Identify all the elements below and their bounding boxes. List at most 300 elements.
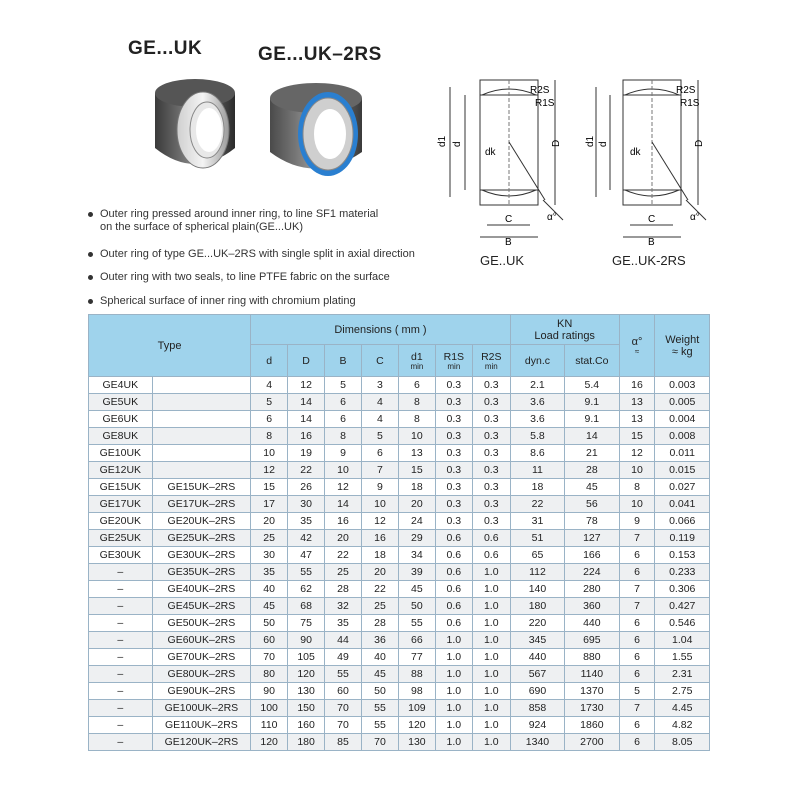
cell-d: 35 xyxy=(251,564,288,581)
col-d1-sub: min xyxy=(410,361,424,371)
bearing-photo-ge-uk xyxy=(145,68,245,183)
cell-d: 6 xyxy=(251,411,288,428)
cell-b: 9 xyxy=(325,445,362,462)
table-row xyxy=(89,649,710,666)
cell-dyn-c: 858 xyxy=(510,700,564,717)
cell-big-d: 105 xyxy=(288,649,325,666)
cell-r1s: 0.6 xyxy=(435,530,472,547)
table-row xyxy=(89,632,710,649)
cell-alpha: 15 xyxy=(619,428,655,445)
cell-weight: 1.55 xyxy=(655,649,710,666)
cell-b: 5 xyxy=(325,377,362,394)
cell-d1: 55 xyxy=(398,615,435,632)
cell-d: 5 xyxy=(251,394,288,411)
cell-type-uk: – xyxy=(89,581,153,598)
cell-stat-co: 880 xyxy=(565,649,619,666)
label-b: B xyxy=(648,237,655,248)
col-d1-label: d1 xyxy=(411,350,423,363)
cell-type-uk-2rs: GE30UK–2RS xyxy=(152,547,251,564)
cell-stat-co: 9.1 xyxy=(565,394,619,411)
col-b: B xyxy=(325,345,362,377)
cell-big-d: 47 xyxy=(288,547,325,564)
cell-d1: 50 xyxy=(398,598,435,615)
cell-c: 3 xyxy=(361,377,398,394)
cell-big-d: 160 xyxy=(288,717,325,734)
cell-alpha: 9 xyxy=(619,513,655,530)
cell-big-d: 12 xyxy=(288,377,325,394)
cell-c: 36 xyxy=(361,632,398,649)
cell-type-uk: GE15UK xyxy=(89,479,153,496)
cell-c: 9 xyxy=(361,479,398,496)
cell-r1s: 0.6 xyxy=(435,598,472,615)
cell-weight: 2.31 xyxy=(655,666,710,683)
cell-dyn-c: 18 xyxy=(510,479,564,496)
cell-alpha: 10 xyxy=(619,462,655,479)
cell-c: 10 xyxy=(361,496,398,513)
cell-d: 17 xyxy=(251,496,288,513)
cell-type-uk-2rs: GE110UK–2RS xyxy=(152,717,251,734)
cell-weight: 4.45 xyxy=(655,700,710,717)
table-row xyxy=(89,734,710,751)
cell-big-d: 130 xyxy=(288,683,325,700)
cell-c: 40 xyxy=(361,649,398,666)
type-header: Type xyxy=(89,315,251,377)
diagram-ge-uk xyxy=(435,75,585,250)
cell-r2s: 0.3 xyxy=(472,496,510,513)
cell-dyn-c: 22 xyxy=(510,496,564,513)
feature-item xyxy=(88,295,356,308)
cell-stat-co: 78 xyxy=(565,513,619,530)
cell-r2s: 1.0 xyxy=(472,632,510,649)
table-row xyxy=(89,700,710,717)
cell-weight: 0.027 xyxy=(655,479,710,496)
cell-b: 55 xyxy=(325,666,362,683)
cell-d1: 77 xyxy=(398,649,435,666)
label-dk: dk xyxy=(630,147,641,158)
cell-type-uk-2rs: GE45UK–2RS xyxy=(152,598,251,615)
cell-alpha: 7 xyxy=(619,581,655,598)
cell-weight: 0.119 xyxy=(655,530,710,547)
col-dyn: dyn.c xyxy=(510,345,564,377)
col-r1s-label: R1S xyxy=(443,350,465,363)
diagram-caption-ge-uk-2rs: GE..UK-2RS xyxy=(612,253,686,268)
cell-d: 12 xyxy=(251,462,288,479)
cell-weight: 4.82 xyxy=(655,717,710,734)
cell-type-uk-2rs: GE35UK–2RS xyxy=(152,564,251,581)
cell-stat-co: 1730 xyxy=(565,700,619,717)
cell-alpha: 6 xyxy=(619,717,655,734)
cell-type-uk-2rs: GE15UK–2RS xyxy=(152,479,251,496)
cell-type-uk-2rs xyxy=(152,377,251,394)
cell-d1: 15 xyxy=(398,462,435,479)
cell-r2s: 0.3 xyxy=(472,445,510,462)
cell-d: 30 xyxy=(251,547,288,564)
cell-alpha: 7 xyxy=(619,530,655,547)
cell-dyn-c: 924 xyxy=(510,717,564,734)
weight-sub: ≈ kg xyxy=(671,345,693,358)
cell-alpha: 8 xyxy=(619,479,655,496)
cell-big-d: 14 xyxy=(288,394,325,411)
cell-c: 25 xyxy=(361,598,398,615)
cell-alpha: 6 xyxy=(619,547,655,564)
cell-d1: 24 xyxy=(398,513,435,530)
cell-d1: 98 xyxy=(398,683,435,700)
col-c: C xyxy=(361,345,398,377)
load-ratings-header xyxy=(510,315,619,345)
cell-d1: 6 xyxy=(398,377,435,394)
col-d: d xyxy=(251,345,288,377)
cell-b: 70 xyxy=(325,700,362,717)
cell-c: 6 xyxy=(361,445,398,462)
cell-type-uk-2rs: GE100UK–2RS xyxy=(152,700,251,717)
feature-text: Spherical surface of inner ring with chromium plating xyxy=(100,295,356,307)
cell-c: 50 xyxy=(361,683,398,700)
table-row xyxy=(89,581,710,598)
cell-alpha: 6 xyxy=(619,564,655,581)
cell-dyn-c: 140 xyxy=(510,581,564,598)
cell-big-d: 26 xyxy=(288,479,325,496)
cell-r1s: 1.0 xyxy=(435,683,472,700)
cell-r2s: 1.0 xyxy=(472,581,510,598)
cell-type-uk-2rs: GE50UK–2RS xyxy=(152,615,251,632)
cell-dyn-c: 8.6 xyxy=(510,445,564,462)
feature-text: Outer ring with two seals, to line PTFE fabric on the surface xyxy=(100,271,390,283)
cell-b: 20 xyxy=(325,530,362,547)
cell-dyn-c: 1340 xyxy=(510,734,564,751)
label-c: C xyxy=(505,214,513,225)
label-alpha: α° xyxy=(547,212,557,223)
cell-dyn-c: 5.8 xyxy=(510,428,564,445)
bullet-icon xyxy=(88,299,93,304)
cell-d1: 13 xyxy=(398,445,435,462)
table-row xyxy=(89,445,710,462)
cell-type-uk: – xyxy=(89,632,153,649)
cell-d: 20 xyxy=(251,513,288,530)
cell-weight: 2.75 xyxy=(655,683,710,700)
cell-alpha: 6 xyxy=(619,615,655,632)
cell-stat-co: 280 xyxy=(565,581,619,598)
cell-c: 12 xyxy=(361,513,398,530)
cell-d: 80 xyxy=(251,666,288,683)
weight-label: Weight xyxy=(665,333,700,346)
cell-type-uk-2rs: GE17UK–2RS xyxy=(152,496,251,513)
cell-stat-co: 440 xyxy=(565,615,619,632)
cell-type-uk: GE5UK xyxy=(89,394,153,411)
cell-b: 12 xyxy=(325,479,362,496)
cell-big-d: 19 xyxy=(288,445,325,462)
cell-d1: 8 xyxy=(398,394,435,411)
cell-d1: 34 xyxy=(398,547,435,564)
cell-r2s: 1.0 xyxy=(472,734,510,751)
label-d1: d1 xyxy=(437,135,448,147)
cell-big-d: 30 xyxy=(288,496,325,513)
cell-d1: 10 xyxy=(398,428,435,445)
cell-stat-co: 9.1 xyxy=(565,411,619,428)
cell-d: 40 xyxy=(251,581,288,598)
feature-item xyxy=(88,271,390,284)
cell-type-uk-2rs: GE40UK–2RS xyxy=(152,581,251,598)
dimensions-header: Dimensions ( mm ) xyxy=(251,315,511,345)
cell-big-d: 150 xyxy=(288,700,325,717)
cell-dyn-c: 3.6 xyxy=(510,411,564,428)
cell-r1s: 0.3 xyxy=(435,445,472,462)
cell-dyn-c: 180 xyxy=(510,598,564,615)
cell-c: 55 xyxy=(361,700,398,717)
cell-type-uk: – xyxy=(89,649,153,666)
cell-stat-co: 1370 xyxy=(565,683,619,700)
cell-dyn-c: 65 xyxy=(510,547,564,564)
label-big-d: D xyxy=(694,139,705,147)
cell-r2s: 0.3 xyxy=(472,479,510,496)
cell-c: 7 xyxy=(361,462,398,479)
table-row xyxy=(89,394,710,411)
cell-b: 60 xyxy=(325,683,362,700)
cell-r1s: 0.3 xyxy=(435,513,472,530)
cell-c: 45 xyxy=(361,666,398,683)
cell-c: 18 xyxy=(361,547,398,564)
cell-dyn-c: 31 xyxy=(510,513,564,530)
cell-r1s: 1.0 xyxy=(435,632,472,649)
alpha-label: α° xyxy=(631,335,643,348)
cell-r2s: 1.0 xyxy=(472,700,510,717)
cell-stat-co: 2700 xyxy=(565,734,619,751)
cell-type-uk-2rs xyxy=(152,445,251,462)
feature-item xyxy=(88,208,378,234)
cell-weight: 1.04 xyxy=(655,632,710,649)
cell-b: 25 xyxy=(325,564,362,581)
cell-type-uk: GE30UK xyxy=(89,547,153,564)
cell-d: 45 xyxy=(251,598,288,615)
table-row xyxy=(89,547,710,564)
cell-r1s: 0.3 xyxy=(435,394,472,411)
cell-alpha: 6 xyxy=(619,632,655,649)
bullet-icon xyxy=(88,212,93,217)
cell-r2s: 1.0 xyxy=(472,564,510,581)
cell-r2s: 1.0 xyxy=(472,683,510,700)
product-title-ge-uk-2rs: GE...UK–2RS xyxy=(258,44,382,65)
cell-r2s: 0.3 xyxy=(472,462,510,479)
label-d: d xyxy=(598,141,609,147)
cell-d: 8 xyxy=(251,428,288,445)
cell-b: 35 xyxy=(325,615,362,632)
cell-type-uk: – xyxy=(89,598,153,615)
cell-d1: 88 xyxy=(398,666,435,683)
cell-big-d: 16 xyxy=(288,428,325,445)
cell-type-uk-2rs: GE120UK–2RS xyxy=(152,734,251,751)
cell-r1s: 0.6 xyxy=(435,615,472,632)
col-r1s xyxy=(435,345,472,377)
table-row xyxy=(89,615,710,632)
cell-stat-co: 224 xyxy=(565,564,619,581)
table-row xyxy=(89,666,710,683)
cell-stat-co: 1140 xyxy=(565,666,619,683)
cell-d: 4 xyxy=(251,377,288,394)
cell-type-uk: – xyxy=(89,734,153,751)
cell-alpha: 16 xyxy=(619,377,655,394)
feature-text: Outer ring pressed around inner ring, to line SF1 material xyxy=(100,208,379,220)
cell-b: 14 xyxy=(325,496,362,513)
cell-d1: 8 xyxy=(398,411,435,428)
cell-dyn-c: 11 xyxy=(510,462,564,479)
spec-table-body xyxy=(89,377,710,751)
cell-weight: 0.306 xyxy=(655,581,710,598)
table-row xyxy=(89,513,710,530)
cell-d1: 18 xyxy=(398,479,435,496)
diagram-caption-ge-uk: GE..UK xyxy=(480,253,525,268)
cell-type-uk: GE17UK xyxy=(89,496,153,513)
cell-r1s: 0.3 xyxy=(435,479,472,496)
cell-type-uk-2rs: GE90UK–2RS xyxy=(152,683,251,700)
cell-d1: 120 xyxy=(398,717,435,734)
table-row xyxy=(89,564,710,581)
cell-big-d: 42 xyxy=(288,530,325,547)
cell-r1s: 1.0 xyxy=(435,734,472,751)
bullet-icon xyxy=(88,275,93,280)
cell-d1: 45 xyxy=(398,581,435,598)
cell-r2s: 0.3 xyxy=(472,513,510,530)
cell-dyn-c: 220 xyxy=(510,615,564,632)
cell-r1s: 1.0 xyxy=(435,649,472,666)
feature-text: on the surface of spherical plain(GE...UK) xyxy=(100,221,303,233)
cell-type-uk: GE20UK xyxy=(89,513,153,530)
cell-weight: 0.004 xyxy=(655,411,710,428)
cell-alpha: 7 xyxy=(619,700,655,717)
cell-d: 60 xyxy=(251,632,288,649)
cell-stat-co: 127 xyxy=(565,530,619,547)
spec-table xyxy=(88,314,710,751)
label-dk: dk xyxy=(485,147,496,158)
cell-weight: 0.041 xyxy=(655,496,710,513)
table-row xyxy=(89,428,710,445)
cell-c: 55 xyxy=(361,717,398,734)
cell-type-uk: – xyxy=(89,683,153,700)
cell-alpha: 13 xyxy=(619,394,655,411)
cell-stat-co: 5.4 xyxy=(565,377,619,394)
cell-big-d: 90 xyxy=(288,632,325,649)
diagram-ge-uk-2rs xyxy=(585,75,738,250)
cell-dyn-c: 690 xyxy=(510,683,564,700)
cell-dyn-c: 345 xyxy=(510,632,564,649)
cell-b: 85 xyxy=(325,734,362,751)
cell-c: 16 xyxy=(361,530,398,547)
col-r2s-label: R2S xyxy=(481,350,502,363)
cell-dyn-c: 3.6 xyxy=(510,394,564,411)
cell-b: 28 xyxy=(325,581,362,598)
cell-stat-co: 1860 xyxy=(565,717,619,734)
cell-type-uk-2rs: GE20UK–2RS xyxy=(152,513,251,530)
cell-type-uk-2rs xyxy=(152,394,251,411)
cell-b: 32 xyxy=(325,598,362,615)
cell-alpha: 12 xyxy=(619,445,655,462)
cell-r1s: 0.3 xyxy=(435,428,472,445)
cell-r2s: 1.0 xyxy=(472,649,510,666)
cell-type-uk: – xyxy=(89,717,153,734)
cell-r2s: 1.0 xyxy=(472,615,510,632)
cell-r2s: 1.0 xyxy=(472,598,510,615)
cell-d: 50 xyxy=(251,615,288,632)
label-r2s: R2S xyxy=(530,85,550,96)
cell-big-d: 14 xyxy=(288,411,325,428)
cell-type-uk: – xyxy=(89,700,153,717)
cell-d1: 109 xyxy=(398,700,435,717)
cell-type-uk: GE8UK xyxy=(89,428,153,445)
table-row xyxy=(89,530,710,547)
cell-big-d: 35 xyxy=(288,513,325,530)
label-r2s: R2S xyxy=(676,85,696,96)
cell-d: 120 xyxy=(251,734,288,751)
cell-big-d: 75 xyxy=(288,615,325,632)
kn-label: KN xyxy=(557,317,573,330)
cell-weight: 0.015 xyxy=(655,462,710,479)
cell-weight: 0.066 xyxy=(655,513,710,530)
load-ratings-label: Load ratings xyxy=(534,329,595,342)
cell-d: 70 xyxy=(251,649,288,666)
cell-type-uk: GE4UK xyxy=(89,377,153,394)
cell-r1s: 0.3 xyxy=(435,377,472,394)
cell-dyn-c: 51 xyxy=(510,530,564,547)
col-d1 xyxy=(398,345,435,377)
cell-c: 28 xyxy=(361,615,398,632)
col-r2s-sub: min xyxy=(484,361,498,371)
cell-weight: 0.008 xyxy=(655,428,710,445)
cell-type-uk: – xyxy=(89,666,153,683)
alpha-header xyxy=(619,315,655,377)
col-stat: stat.Co xyxy=(565,345,619,377)
cell-d1: 29 xyxy=(398,530,435,547)
cell-type-uk: – xyxy=(89,615,153,632)
cell-dyn-c: 112 xyxy=(510,564,564,581)
cell-weight: 0.005 xyxy=(655,394,710,411)
cell-weight: 0.427 xyxy=(655,598,710,615)
cell-type-uk: GE25UK xyxy=(89,530,153,547)
label-d1: d1 xyxy=(585,135,596,147)
table-row xyxy=(89,462,710,479)
cell-r2s: 0.6 xyxy=(472,547,510,564)
cell-b: 22 xyxy=(325,547,362,564)
cell-d1: 130 xyxy=(398,734,435,751)
cell-stat-co: 166 xyxy=(565,547,619,564)
cell-type-uk-2rs: GE60UK–2RS xyxy=(152,632,251,649)
cell-d: 100 xyxy=(251,700,288,717)
cell-b: 49 xyxy=(325,649,362,666)
cell-d: 90 xyxy=(251,683,288,700)
label-big-d: D xyxy=(551,139,562,147)
feature-text: Outer ring of type GE...UK–2RS with single split in axial direction xyxy=(100,248,415,260)
cell-r2s: 0.3 xyxy=(472,377,510,394)
label-b: B xyxy=(505,237,512,248)
cell-b: 6 xyxy=(325,394,362,411)
cell-r1s: 0.3 xyxy=(435,496,472,513)
cell-d: 110 xyxy=(251,717,288,734)
cell-c: 4 xyxy=(361,394,398,411)
cell-stat-co: 56 xyxy=(565,496,619,513)
cell-alpha: 7 xyxy=(619,598,655,615)
cell-weight: 0.011 xyxy=(655,445,710,462)
cell-r1s: 1.0 xyxy=(435,700,472,717)
cell-dyn-c: 2.1 xyxy=(510,377,564,394)
cell-r2s: 1.0 xyxy=(472,717,510,734)
weight-header xyxy=(655,315,710,377)
cell-c: 20 xyxy=(361,564,398,581)
cell-stat-co: 695 xyxy=(565,632,619,649)
cell-c: 22 xyxy=(361,581,398,598)
cell-weight: 0.546 xyxy=(655,615,710,632)
table-row xyxy=(89,411,710,428)
bullet-icon xyxy=(88,252,93,257)
table-row xyxy=(89,496,710,513)
cell-type-uk: GE12UK xyxy=(89,462,153,479)
label-d: d xyxy=(452,141,463,147)
